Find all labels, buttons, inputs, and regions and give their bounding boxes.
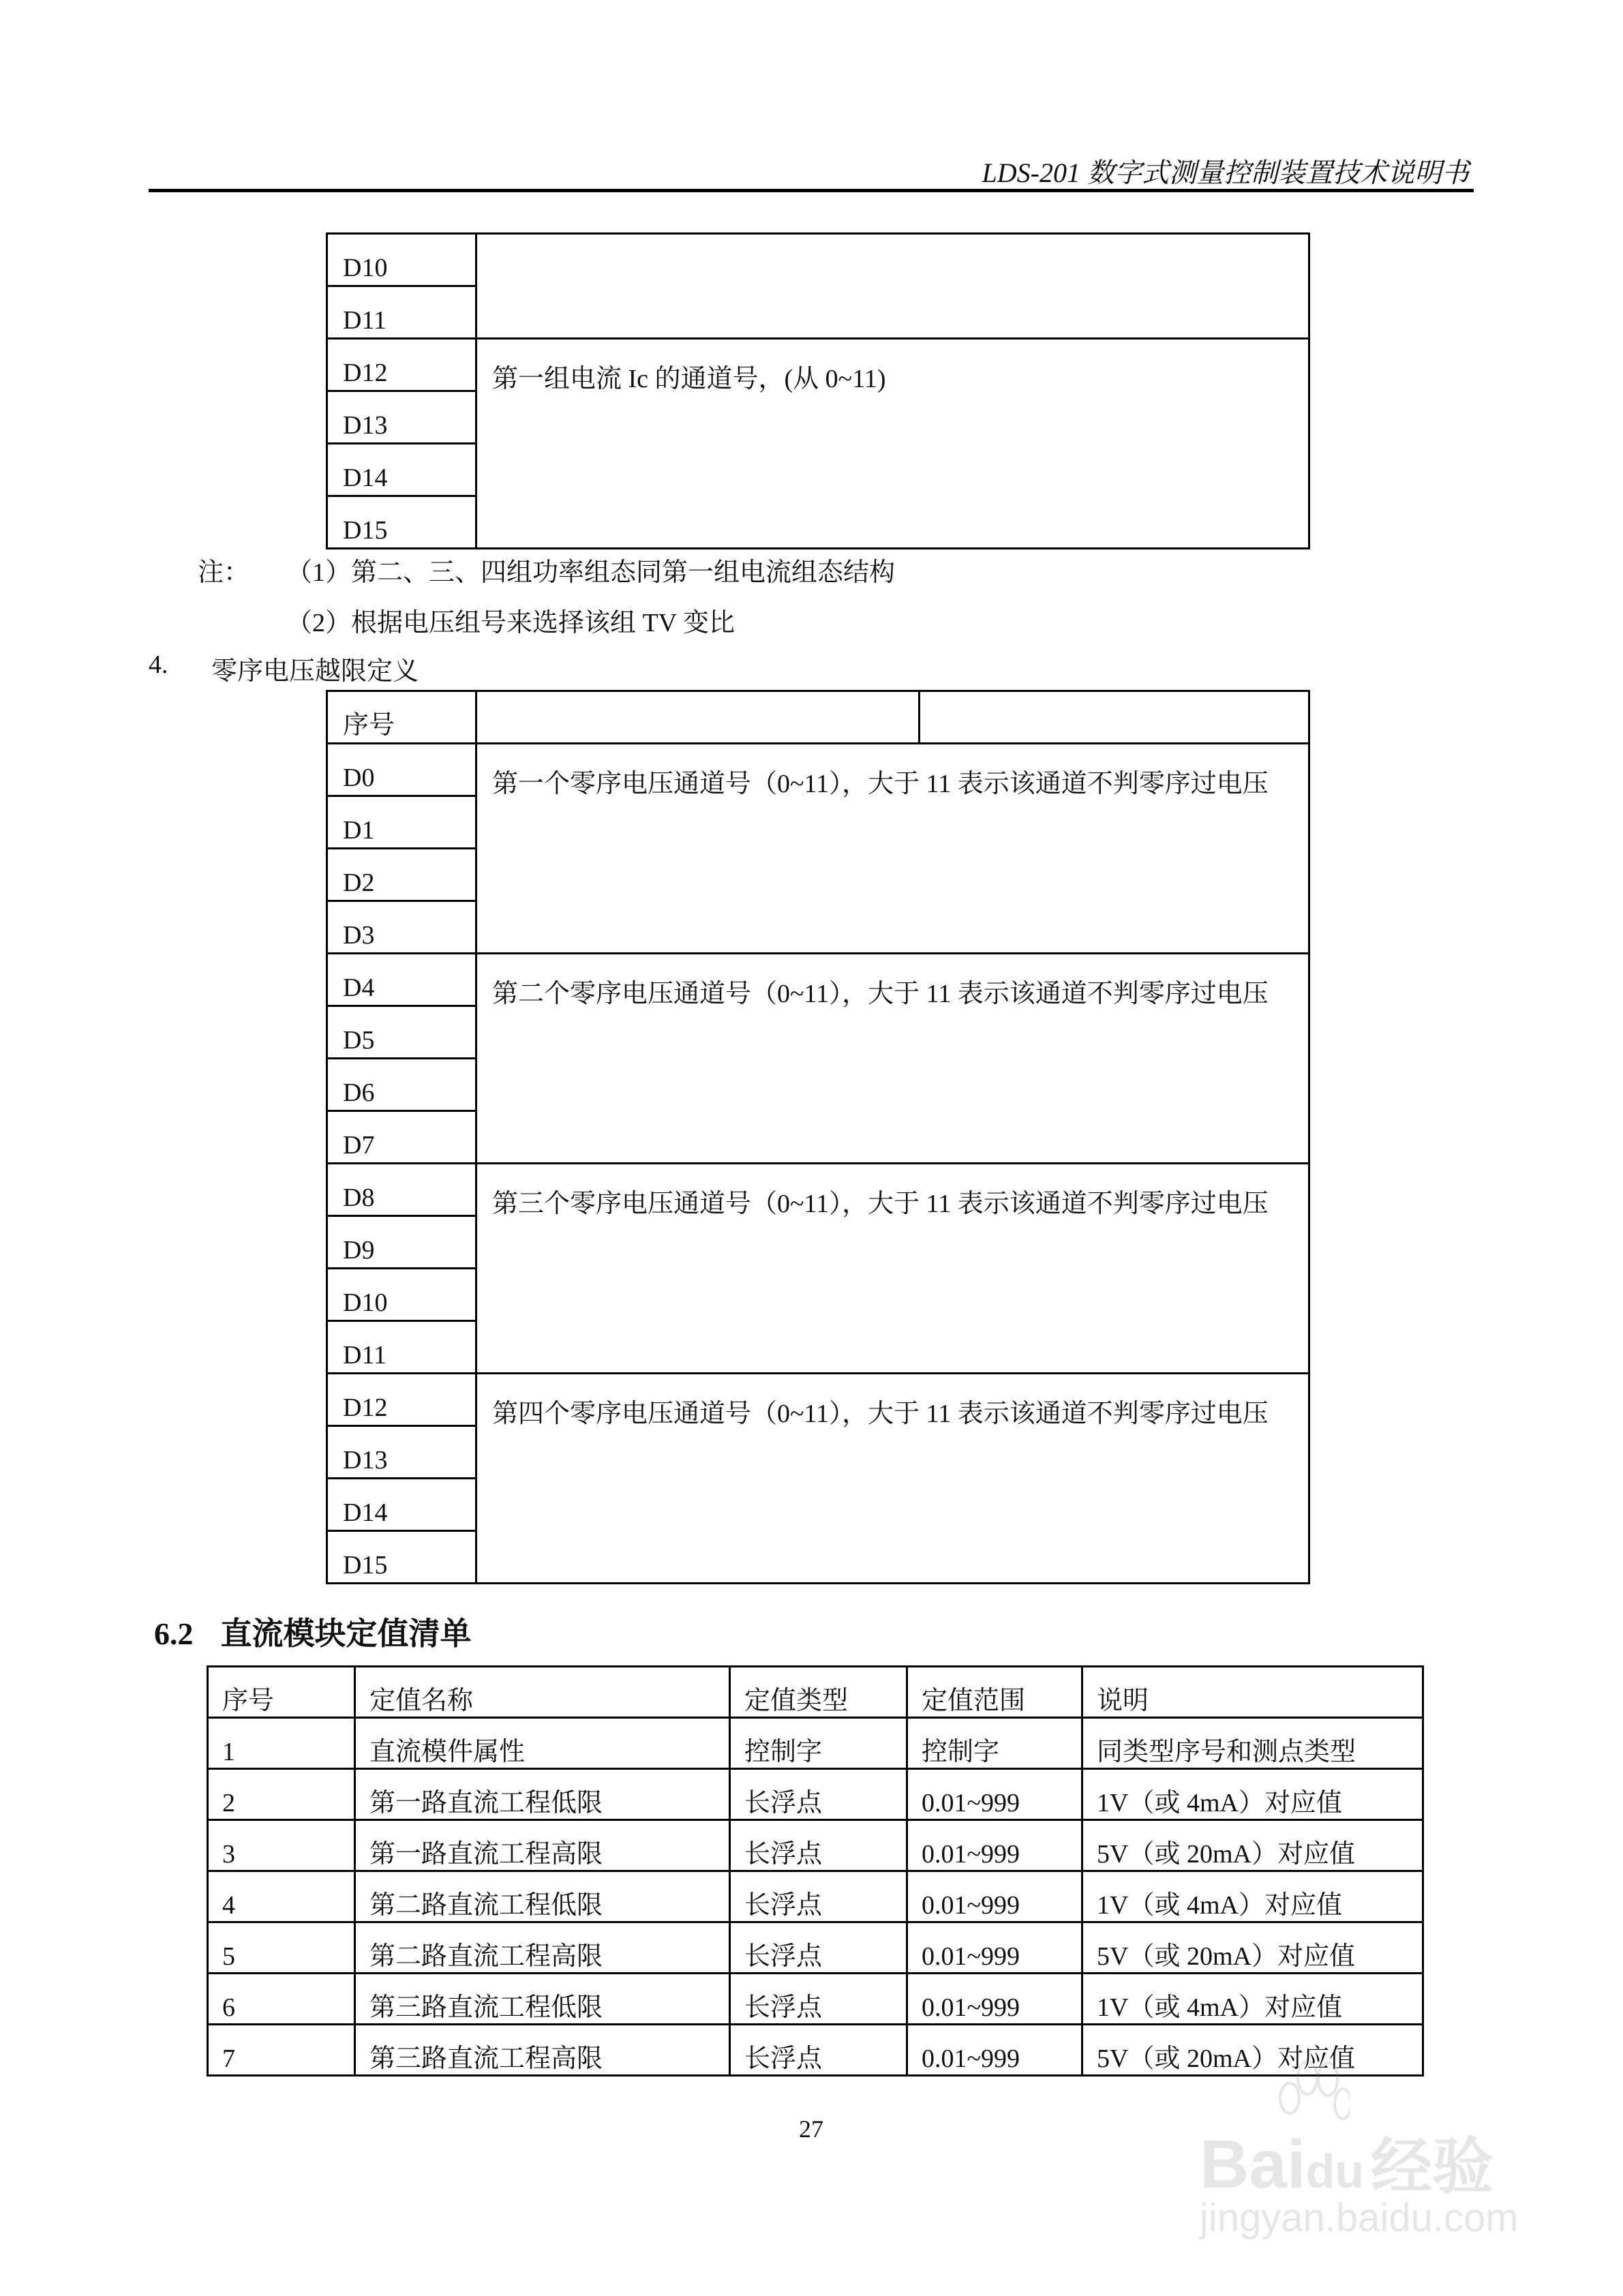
cell-index: 3 [208, 1820, 355, 1871]
table-row [327, 954, 1309, 1006]
desc-cell [476, 234, 1309, 339]
document-header-title: LDS-201 数字式测量控制装置技术说明书 [982, 157, 1469, 188]
bit-cell: D1 [327, 796, 476, 849]
cell-range: 0.01~999 [907, 2025, 1082, 2076]
cell-index: 5 [208, 1922, 355, 1974]
section-number: 4. [149, 650, 168, 679]
bit-cell: D12 [327, 339, 476, 391]
column-header: 定值名称 [355, 1667, 730, 1718]
header-cell [920, 691, 1309, 744]
cell-type: 长浮点 [730, 1871, 907, 1922]
page-number: 27 [799, 2115, 823, 2143]
desc-cell: 第一个零序电压通道号（0~11），大于 11 表示该通道不判零序过电压 [476, 744, 1309, 954]
cell-name: 第二路直流工程高限 [355, 1922, 730, 1974]
desc-cell: 第三个零序电压通道号（0~11），大于 11 表示该通道不判零序过电压 [476, 1164, 1309, 1374]
cell-note: 5V（或 20mA）对应值 [1082, 2025, 1423, 2076]
column-header: 说明 [1082, 1667, 1423, 1718]
note-item: （2）根据电压组号来选择该组 TV 变比 [286, 609, 735, 637]
table-row [208, 1769, 1423, 1820]
bit-cell: D10 [327, 1269, 476, 1321]
cell-index: 1 [208, 1718, 355, 1769]
bit-cell: D15 [327, 496, 476, 549]
cell-type: 控制字 [730, 1718, 907, 1769]
cell-name: 第三路直流工程高限 [355, 2025, 730, 2076]
cell-note: 1V（或 4mA）对应值 [1082, 1974, 1423, 2025]
cell-type: 长浮点 [730, 2025, 907, 2076]
desc-cell: 第二个零序电压通道号（0~11），大于 11 表示该通道不判零序过电压 [476, 954, 1309, 1164]
cell-type: 长浮点 [730, 1974, 907, 2025]
bit-cell: D4 [327, 954, 476, 1006]
cell-note: 同类型序号和测点类型 [1082, 1718, 1423, 1769]
bit-cell: D5 [327, 1006, 476, 1059]
watermark-url: jingyan.baidu.com [1200, 2196, 1519, 2240]
cell-range: 0.01~999 [907, 1922, 1082, 1974]
table-row [208, 1922, 1423, 1974]
cell-type: 长浮点 [730, 1769, 907, 1820]
header-divider [149, 189, 1474, 192]
table-row [208, 1820, 1423, 1871]
note-item: （1）第二、三、四组功率组态同第一组电流组态结构 [286, 558, 896, 587]
cell-index: 4 [208, 1871, 355, 1922]
watermark-brand-cn: 经验 [1371, 2133, 1494, 2201]
bit-cell: D3 [327, 901, 476, 954]
cell-index: 7 [208, 2025, 355, 2076]
table-row [208, 1718, 1423, 1769]
bit-cell: D10 [327, 234, 476, 286]
bit-cell: D9 [327, 1216, 476, 1269]
cell-name: 直流模件属性 [355, 1718, 730, 1769]
cell-name: 第二路直流工程低限 [355, 1871, 730, 1922]
table-header-row [327, 691, 1309, 744]
baidu-jingyan-watermark [1159, 2059, 1541, 2243]
cell-range: 控制字 [907, 1718, 1082, 1769]
header-cell [476, 691, 920, 744]
bit-cell: D11 [327, 1321, 476, 1374]
column-header: 定值类型 [730, 1667, 907, 1718]
table-row [327, 234, 1309, 286]
zero-seq-voltage-table [326, 690, 1310, 1584]
note-label: 注： [198, 558, 250, 587]
table-row [208, 1871, 1423, 1922]
cell-note: 5V（或 20mA）对应值 [1082, 1820, 1423, 1871]
bit-cell: D15 [327, 1531, 476, 1584]
section-title: 零序电压越限定义 [211, 657, 419, 686]
cell-note: 5V（或 20mA）对应值 [1082, 1922, 1423, 1974]
cell-note: 1V（或 4mA）对应值 [1082, 1769, 1423, 1820]
desc-cell: 第四个零序电压通道号（0~11），大于 11 表示该通道不判零序过电压 [476, 1374, 1309, 1584]
column-header: 定值范围 [907, 1667, 1082, 1718]
cell-type: 长浮点 [730, 1820, 907, 1871]
table-row [327, 1164, 1309, 1216]
cell-name: 第三路直流工程低限 [355, 1974, 730, 2025]
table-row [327, 339, 1309, 391]
bit-cell: D8 [327, 1164, 476, 1216]
cell-name: 第一路直流工程低限 [355, 1769, 730, 1820]
section-number: 6.2 [154, 1616, 194, 1651]
bit-cell: D6 [327, 1059, 476, 1111]
bit-cell: D13 [327, 1426, 476, 1479]
section-heading [154, 1609, 472, 1654]
watermark-brand: Bai [1200, 2126, 1306, 2203]
bit-cell: D0 [327, 744, 476, 796]
cell-type: 长浮点 [730, 1922, 907, 1974]
cell-range: 0.01~999 [907, 1974, 1082, 2025]
column-header: 序号 [208, 1667, 355, 1718]
table-header-row [208, 1667, 1423, 1718]
watermark-brand-du: du [1305, 2145, 1365, 2198]
section-title: 直流模块定值清单 [220, 1616, 472, 1651]
desc-cell: 第一组电流 Ic 的通道号，(从 0~11) [476, 339, 1309, 549]
bit-cell: D2 [327, 849, 476, 901]
bit-cell: D14 [327, 1479, 476, 1531]
bit-cell: D7 [327, 1111, 476, 1164]
bit-cell: D14 [327, 444, 476, 496]
cell-index: 6 [208, 1974, 355, 2025]
table-row [327, 744, 1309, 796]
bit-cell: D12 [327, 1374, 476, 1426]
header-cell: 序号 [327, 691, 476, 744]
table-row [208, 1974, 1423, 2025]
cell-name: 第一路直流工程高限 [355, 1820, 730, 1871]
cell-range: 0.01~999 [907, 1769, 1082, 1820]
dc-settings-table [207, 1665, 1424, 2076]
current-config-table [326, 232, 1310, 549]
cell-index: 2 [208, 1769, 355, 1820]
bit-cell: D11 [327, 286, 476, 339]
cell-range: 0.01~999 [907, 1871, 1082, 1922]
cell-range: 0.01~999 [907, 1820, 1082, 1871]
cell-note: 1V（或 4mA）对应值 [1082, 1871, 1423, 1922]
bit-cell: D13 [327, 391, 476, 444]
table-row [327, 1374, 1309, 1426]
